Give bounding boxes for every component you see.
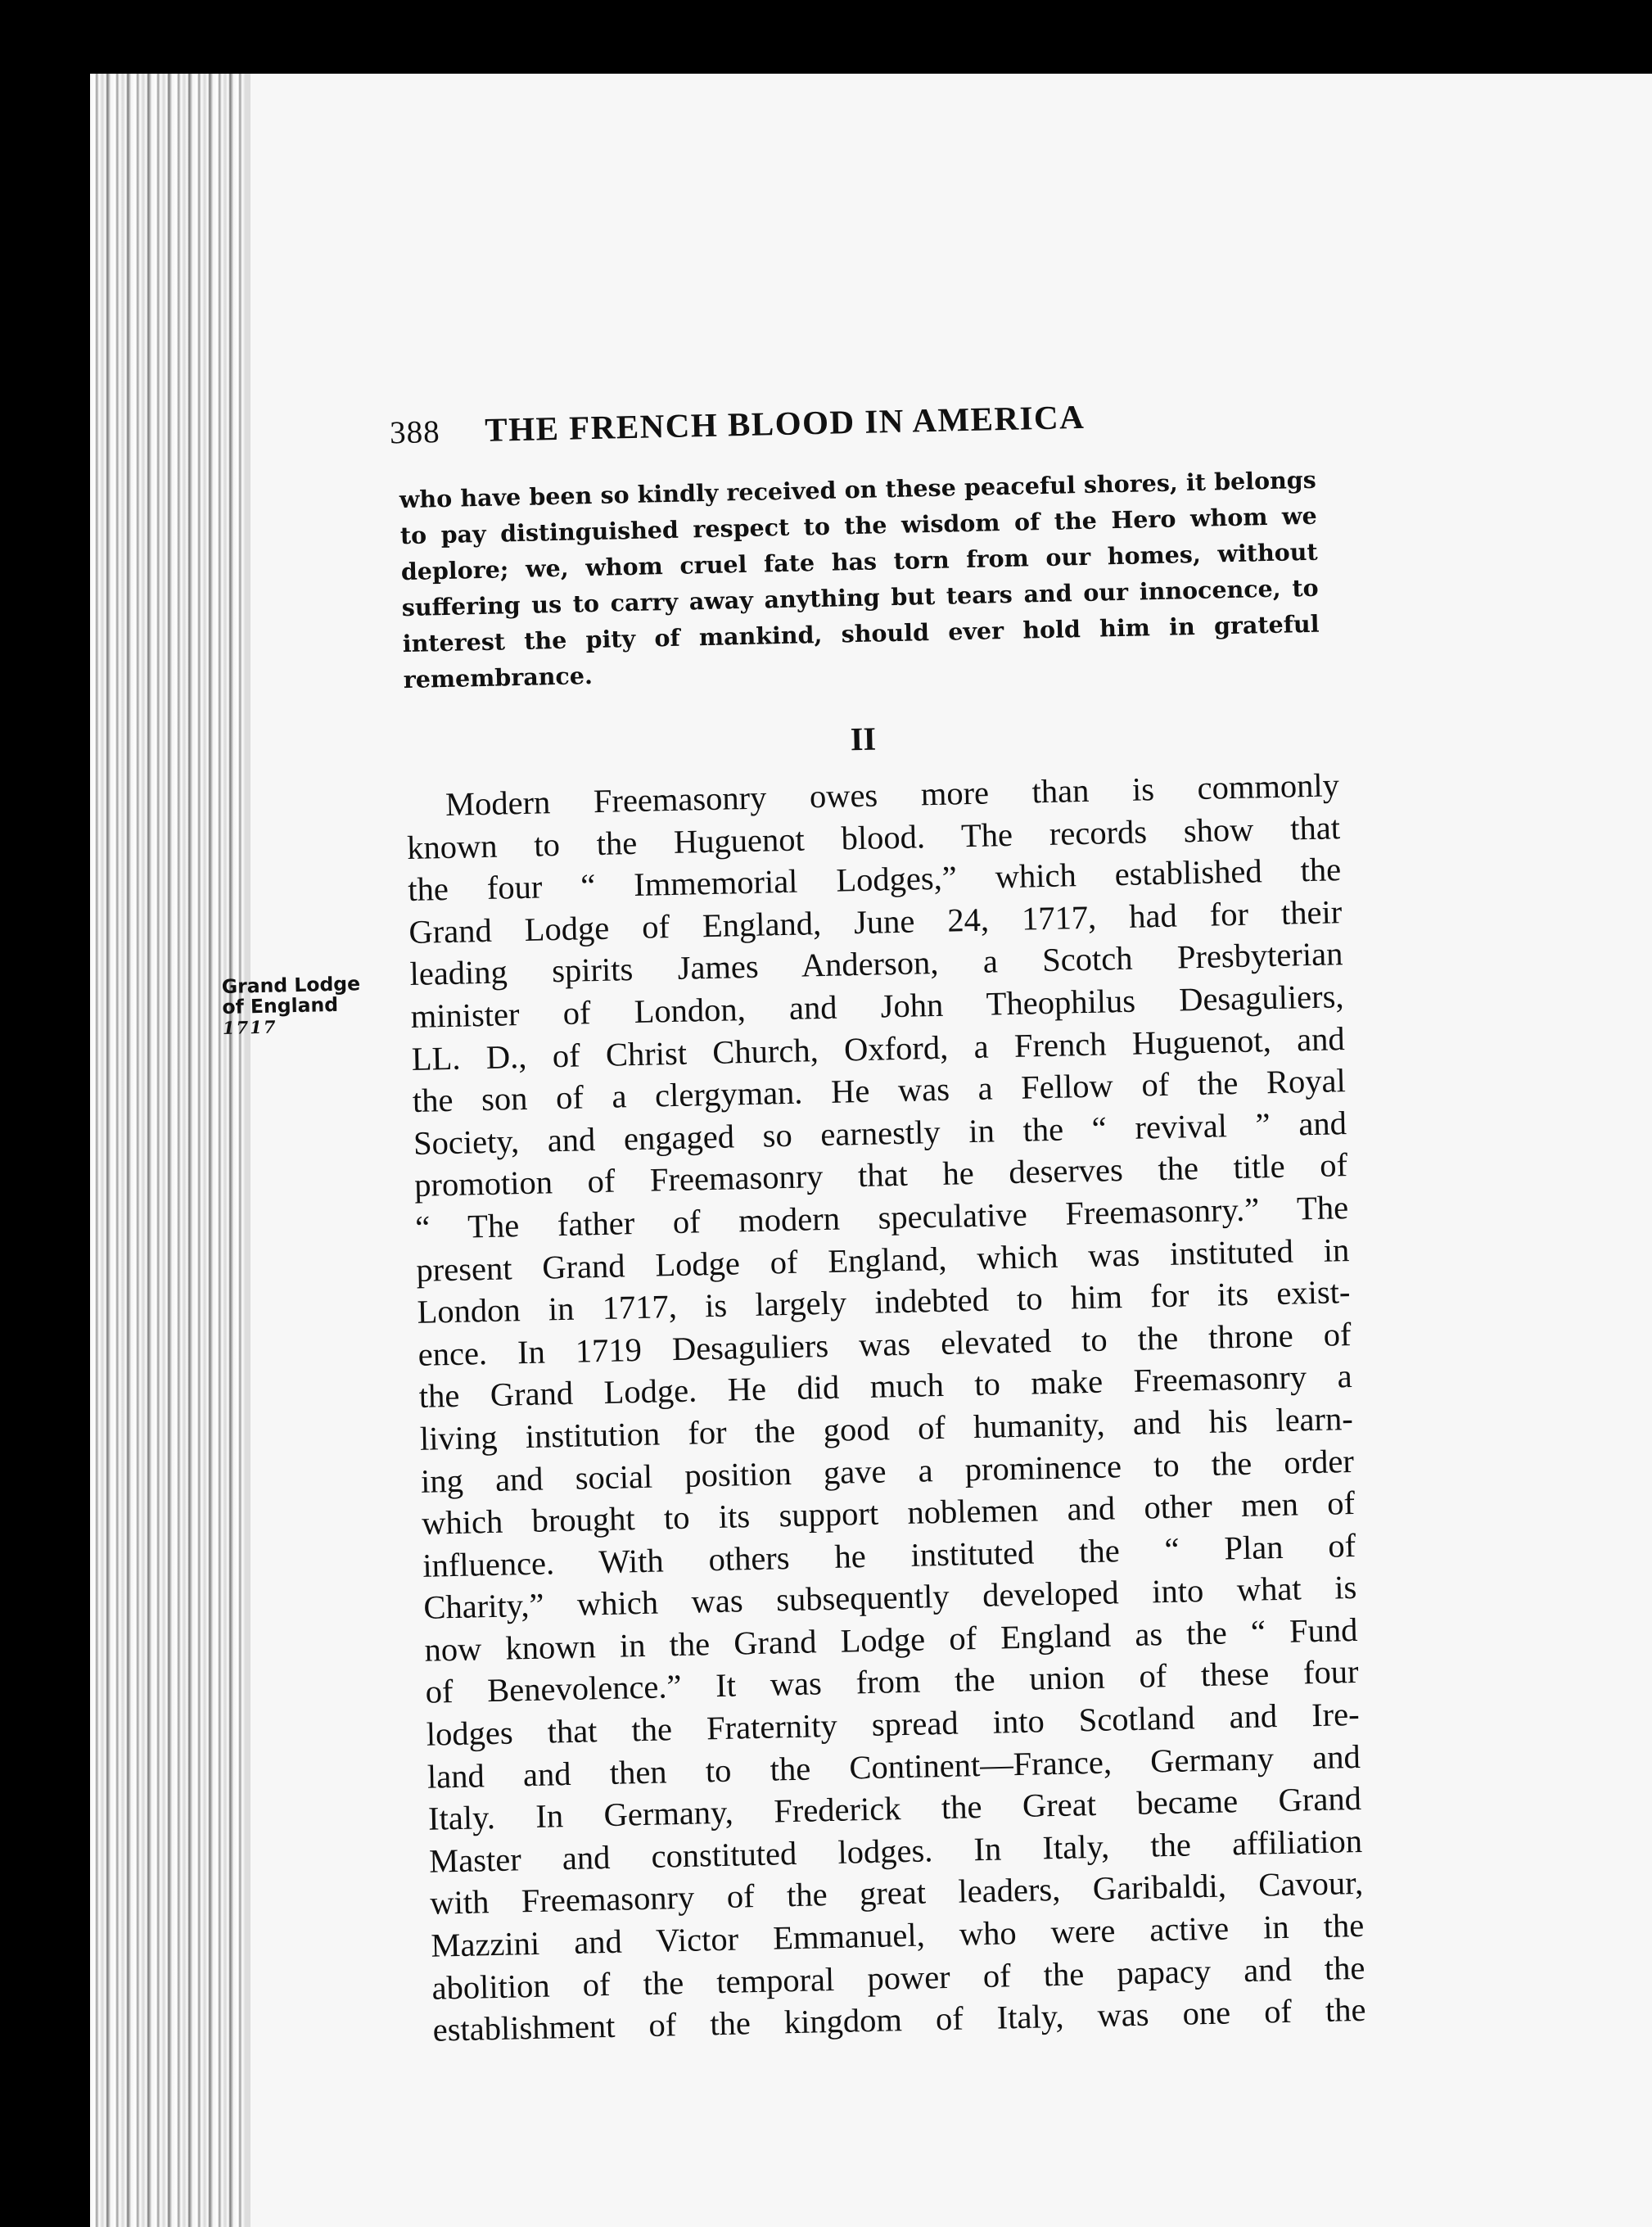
running-head-title: THE FRENCH BLOOD IN AMERICA <box>484 397 1086 449</box>
section-number: II <box>850 720 877 758</box>
body-line: Society, and engaged so earnestly in the “ revival ” and <box>413 1104 1347 1162</box>
margin-note-year: 1717 <box>222 1016 278 1039</box>
page-number: 388 <box>389 414 441 451</box>
body-line: influence. With others he instituted the “ Plan of <box>422 1526 1356 1584</box>
body-line: Modern Freemasonry owes more than is commonly <box>445 766 1340 824</box>
body-line: land and then to the Continent—France, Germany and <box>427 1737 1361 1796</box>
quote-paragraph: who have been so kindly received on these peaceful shores, it belongs to pay distinguished respect to the wisdom of the Hero whom we deplore; we, whom cruel fate has torn from our homes, without suffering us to carry away anything but tears and our innocence, to interest the pity of mankind, should ever hold him in grateful remembrance. <box>399 465 1320 694</box>
body-line: the son of a clergyman. He was a Fellow of the Royal <box>412 1062 1347 1120</box>
body-line: leading spirits James Anderson, a Scotch Presbyterian <box>409 935 1343 993</box>
body-line: which brought to its support noblemen and other men of <box>421 1484 1356 1542</box>
body-line: Grand Lodge of England, June 24, 1717, had for their <box>408 892 1343 951</box>
body-line: lodges that the Fraternity spread into Scotland and Ire- <box>426 1695 1361 1753</box>
body-line: the Grand Lodge. He did much to make Freemasonry a <box>418 1357 1353 1416</box>
body-line: the four “ Immemorial Lodges,” which established the <box>407 851 1342 909</box>
body-line: abolition of the temporal power of the papacy and the <box>431 1949 1365 2007</box>
body-line: Italy. In Germany, Frederick the Great became Grand <box>427 1780 1362 1838</box>
running-head <box>390 397 1086 452</box>
body-line: with Freemasonry of the great leaders, Garibaldi, Cavour, <box>429 1864 1364 1922</box>
body-line: establishment of the kingdom of Italy, was one of the <box>432 1991 1366 2049</box>
body-line: LL. D., of Christ Church, Oxford, a French Huguenot, and <box>411 1019 1346 1077</box>
body-line: “ The father of modern speculative Freemasonry.” The <box>414 1189 1349 1246</box>
body-line: Charity,” which was subsequently developed into what is <box>422 1569 1357 1627</box>
page-content <box>139 178 1384 2129</box>
body-line: present Grand Lodge of England, which was instituted in <box>415 1231 1350 1289</box>
body-line: ing and social position gave a prominence to the order <box>420 1442 1355 1500</box>
body-line: Mazzini and Victor Emmanuel, who were active in the <box>430 1906 1365 1964</box>
body-line: London in 1717, is largely indebted to him for its exist- <box>417 1273 1351 1331</box>
body-line: minister of London, and John Theophilus Desaguliers, <box>410 978 1344 1035</box>
body-line: now known in the Grand Lodge of England as the “ Fund <box>424 1610 1358 1669</box>
body-line: promotion of Freemasonry that he deserves the title of <box>413 1146 1348 1204</box>
margin-note-line: of England <box>222 992 339 1019</box>
body-line: living institution for the good of humanity, and his learn- <box>419 1399 1354 1457</box>
body-text <box>406 764 1366 2051</box>
body-line: known to the Huguenot blood. The records show that <box>406 808 1341 866</box>
margin-note <box>222 973 375 1038</box>
body-line: of Benevolence.” It was from the union of these four <box>425 1653 1359 1711</box>
body-line: ence. In 1719 Desaguliers was elevated to the throne of <box>418 1315 1352 1373</box>
margin-note-line: Grand Lodge <box>221 972 361 999</box>
body-line: Master and constituted lodges. In Italy, the affiliation <box>428 1822 1363 1880</box>
